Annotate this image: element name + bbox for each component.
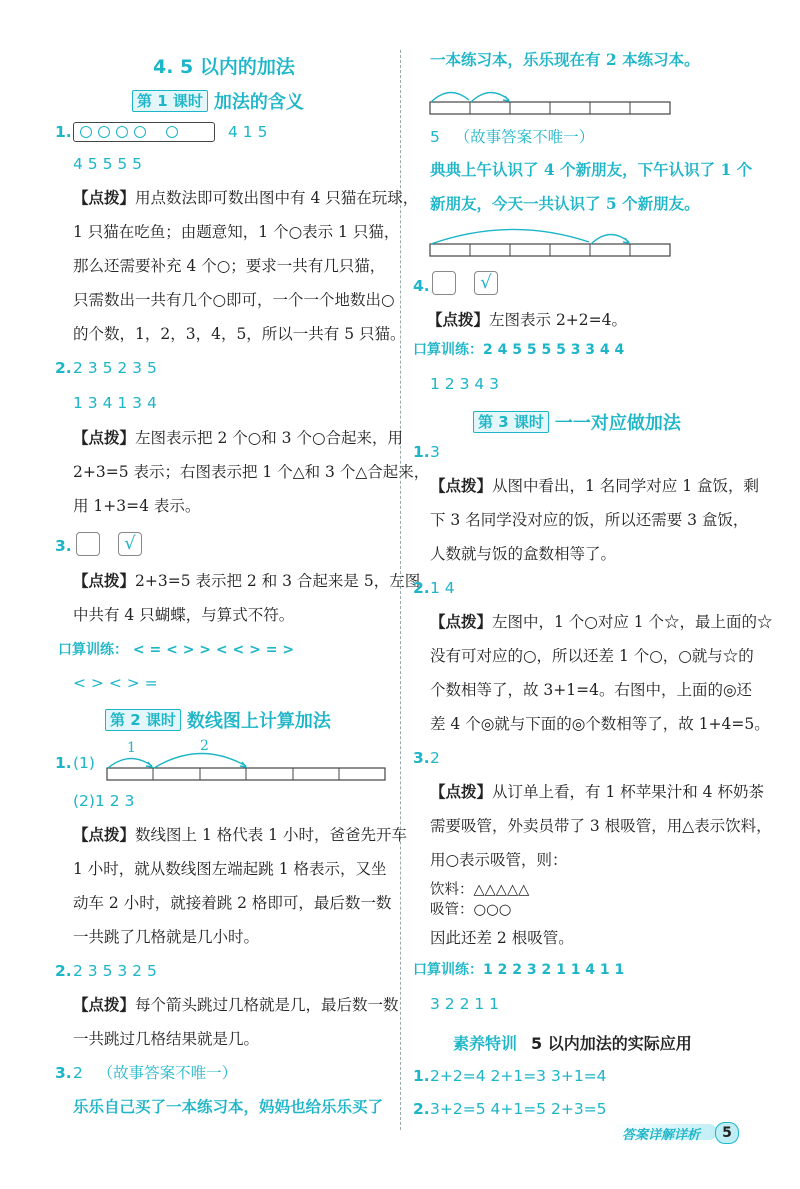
l2-oral-line xyxy=(413,340,624,360)
l3-q2-answer: 1 4 xyxy=(430,579,455,597)
special-badge: 素养特训 xyxy=(453,1034,518,1053)
l3-tip3-line: 用○表示吸管，则： xyxy=(430,851,568,869)
number-line-1 xyxy=(100,736,390,782)
answer-value: 5 xyxy=(430,128,440,146)
oral-answers: 2 4 5 5 5 5 3 3 4 4 xyxy=(483,342,625,358)
l1-oral-line xyxy=(58,640,294,660)
tip-label: 【点拨】 xyxy=(73,572,136,590)
l1-tip1-line: 那么还需要补充 4 个○；要求一共有几只猫， xyxy=(73,257,386,275)
lesson2-header xyxy=(105,707,331,733)
l2-tip2-line xyxy=(73,995,399,1015)
lesson1-title: 加法的含义 xyxy=(213,92,304,113)
l3-oral-answers2: 3 2 2 1 1 xyxy=(430,995,500,1013)
answer-note: （故事答案不唯一） xyxy=(454,128,595,146)
lesson3-title: 一一对应做加法 xyxy=(554,413,681,434)
l3-tip2-line xyxy=(430,612,773,632)
number-line-3 xyxy=(425,222,675,264)
special-title: 5 以内加法的实际应用 xyxy=(531,1034,692,1053)
straw-row xyxy=(430,900,511,920)
tip-label: 【点拨】 xyxy=(427,311,490,329)
answer-value: 2 xyxy=(73,1064,83,1082)
l3-tip3-line xyxy=(430,782,764,802)
l1-q3-number: 3. xyxy=(55,537,72,555)
circle-answer-box xyxy=(73,122,215,142)
tip-text: 左图表示把 2 个○和 3 个○合起来，用 xyxy=(135,429,403,447)
l3-q1-answer: 3 xyxy=(430,443,440,461)
tip-label: 【点拨】 xyxy=(430,613,493,631)
l3-tip1-line xyxy=(430,476,759,496)
lesson3-badge: 第 3 课时 xyxy=(473,411,549,433)
l2-q4-number: 4. xyxy=(413,277,430,295)
unit-title: 4. 5 以内的加法 xyxy=(153,56,295,78)
tip-text: 每个箭头跳过几格就是几，最后数一数 xyxy=(135,996,399,1014)
lesson1-header xyxy=(132,88,304,114)
l3-q1-number: 1. xyxy=(413,443,430,461)
l1-q2-answer2: 1 3 4 1 3 4 xyxy=(73,394,157,412)
check-answer-box: √ xyxy=(118,532,142,556)
triangle-icon: △△△△△ xyxy=(473,882,530,898)
l1-tip2-line xyxy=(73,428,403,448)
oral-answers: < = < > > < < > = > xyxy=(132,642,295,658)
straw-label: 吸管： xyxy=(430,902,474,918)
l2-q2-answer: 2 3 5 3 2 5 xyxy=(73,962,157,980)
l1-tip1-line: 1 只猫在吃鱼；由题意知，1 个○表示 1 只猫， xyxy=(73,223,400,241)
l3-tip3-line: 需要吸管，外卖员带了 3 根吸管，用△表示饮料， xyxy=(430,817,772,835)
sp-q2-answer: 3+2=5 4+1=5 2+3=5 xyxy=(430,1100,607,1118)
oral-label: 口算训练： xyxy=(58,642,128,658)
sp-q1-number: 1. xyxy=(413,1067,430,1085)
oral-label: 口算训练： xyxy=(413,342,483,358)
lesson1-badge: 第 1 课时 xyxy=(132,90,208,112)
l1-tip2-line: 2+3=5 表示；右图表示把 1 个△和 3 个△合起来， xyxy=(73,463,430,481)
l2-tip4-line xyxy=(427,310,627,330)
l2-q1-part1: (1) xyxy=(73,754,95,772)
l2-story2-line: 新朋友，今天一共认识了 5 个新朋友。 xyxy=(430,194,700,213)
tip-text: 从图中看出，1 名同学对应 1 盒饭，剩 xyxy=(492,477,760,495)
l2-q1-number: 1. xyxy=(55,754,72,772)
l2-q2-number: 2. xyxy=(55,962,72,980)
circle-icon xyxy=(80,126,92,138)
answer-note: （故事答案不唯一） xyxy=(97,1064,238,1082)
l1-tip1-line: 只需数出一共有几个○即可，一个一个地数出○ xyxy=(73,291,395,309)
jump-arc xyxy=(431,92,469,102)
l2-q4-boxes xyxy=(432,271,498,295)
l2-tip1-line xyxy=(73,825,407,845)
l2-story2-line: 典典上午认识了 4 个新朋友，下午认识了 1 个 xyxy=(430,160,753,179)
number-line-2 xyxy=(425,78,675,120)
circle-icon xyxy=(98,126,110,138)
tip-text: 2+3=5 表示把 2 和 3 合起来是 5，左图 xyxy=(135,572,421,590)
l2-story1-line: 乐乐自己买了一本练习本，妈妈也给乐乐买了 xyxy=(73,1097,384,1116)
tip-label: 【点拨】 xyxy=(73,826,136,844)
sp-q2-number: 2. xyxy=(413,1100,430,1118)
tip-text: 左图中，1 个○对应 1 个☆，最上面的☆ xyxy=(492,613,773,631)
l1-q1-number: 1. xyxy=(55,123,72,141)
lesson3-header xyxy=(473,409,681,435)
tip-label: 【点拨】 xyxy=(430,783,493,801)
l2-q3-number: 3. xyxy=(55,1064,72,1082)
tip-label: 【点拨】 xyxy=(430,477,493,495)
l2-tip1-line: 动车 2 小时，就接着跳 2 格即可，最后数一数 xyxy=(73,894,392,912)
jump-arc-1 xyxy=(108,758,152,768)
l1-oral-answers2: < > < > = xyxy=(73,674,158,692)
circle-icon: ○○○ xyxy=(473,902,512,918)
l1-tip3-line xyxy=(73,571,420,591)
circle-icon xyxy=(134,126,146,138)
l3-tip1-line: 下 3 名同学没对应的饭，所以还需要 3 盒饭， xyxy=(430,511,749,529)
tip-text: 数线图上 1 格代表 1 小时，爸爸先开车 xyxy=(135,826,407,844)
l2-tip1-line: 1 小时，就从数线图左端起跳 1 格表示，又坐 xyxy=(73,860,387,878)
empty-answer-box xyxy=(76,532,100,556)
l1-q3-boxes xyxy=(76,532,142,556)
page-number: 5 xyxy=(715,1122,739,1144)
jump-label-1: 1 xyxy=(127,740,136,756)
l3-tip2-line: 没有可对应的○，所以还差 1 个○，○就与☆的 xyxy=(430,647,754,665)
l1-tip1-line: 的个数，1，2，3，4，5，所以一共有 5 只猫。 xyxy=(73,325,406,343)
l2-tip1-line: 一共跳了几格就是几小时。 xyxy=(73,928,260,946)
special-header xyxy=(453,1031,692,1054)
page-footer xyxy=(612,1122,740,1142)
l1-q1-answer1: 4 1 5 xyxy=(228,123,268,141)
l1-q2-answer1: 2 3 5 2 3 5 xyxy=(73,359,157,377)
tip-label: 【点拨】 xyxy=(73,996,136,1014)
l2-story1-line: 一本练习本，乐乐现在有 2 本练习本。 xyxy=(430,50,700,69)
l2-story2-answer xyxy=(430,127,594,147)
l3-tip1-line: 人数就与饭的盒数相等了。 xyxy=(430,545,617,563)
l2-oral-answers2: 1 2 3 4 3 xyxy=(430,375,500,393)
l1-q1-answer2: 4 5 5 5 5 xyxy=(73,155,143,173)
drink-row xyxy=(430,880,529,900)
drink-label: 饮料： xyxy=(430,882,474,898)
check-answer-box: √ xyxy=(474,271,498,295)
jump-arc xyxy=(431,229,589,244)
oral-answers: 1 2 2 3 2 1 1 4 1 1 xyxy=(483,962,625,978)
jump-label-2: 2 xyxy=(200,738,209,754)
lesson2-badge: 第 2 课时 xyxy=(105,709,181,731)
jump-arc-2 xyxy=(154,753,246,768)
l1-q2-number: 2. xyxy=(55,359,72,377)
l2-q1-part2: (2)1 2 3 xyxy=(73,792,135,810)
l1-tip1-line xyxy=(73,188,418,208)
tip-label: 【点拨】 xyxy=(73,189,136,207)
l3-conclusion: 因此还差 2 根吸管。 xyxy=(430,929,574,947)
l3-oral-line xyxy=(413,960,624,980)
empty-answer-box xyxy=(432,271,456,295)
l3-tip2-line: 个数相等了，故 3+1=4。右图中，上面的◎还 xyxy=(430,681,753,699)
tip-text: 从订单上看，有 1 杯苹果汁和 4 杯奶茶 xyxy=(492,783,764,801)
l3-q3-number: 3. xyxy=(413,749,430,767)
l1-tip2-line: 用 1+3=4 表示。 xyxy=(73,497,201,515)
tip-text: 用点数法即可数出图中有 4 只猫在玩球， xyxy=(135,189,419,207)
l2-q3-answer xyxy=(73,1063,237,1083)
l3-tip2-line: 差 4 个◎就与下面的◎个数相等了，故 1+4=5。 xyxy=(430,715,770,733)
sp-q1-answer: 2+2=4 2+1=3 3+1=4 xyxy=(430,1067,607,1085)
footer-text: 答案详解详析 xyxy=(622,1128,701,1143)
l3-q2-number: 2. xyxy=(413,579,430,597)
l3-q3-answer: 2 xyxy=(430,749,440,767)
l1-tip3-line: 中共有 4 只蝴蝶，与算式不符。 xyxy=(73,606,295,624)
tip-text: 左图表示 2+2=4。 xyxy=(489,311,628,329)
circle-icon xyxy=(116,126,128,138)
lesson2-title: 数线图上计算加法 xyxy=(186,711,331,732)
tip-label: 【点拨】 xyxy=(73,429,136,447)
circle-icon xyxy=(166,126,178,138)
l2-tip2-line: 一共跳过几格结果就是几。 xyxy=(73,1030,260,1048)
oral-label: 口算训练： xyxy=(413,962,483,978)
